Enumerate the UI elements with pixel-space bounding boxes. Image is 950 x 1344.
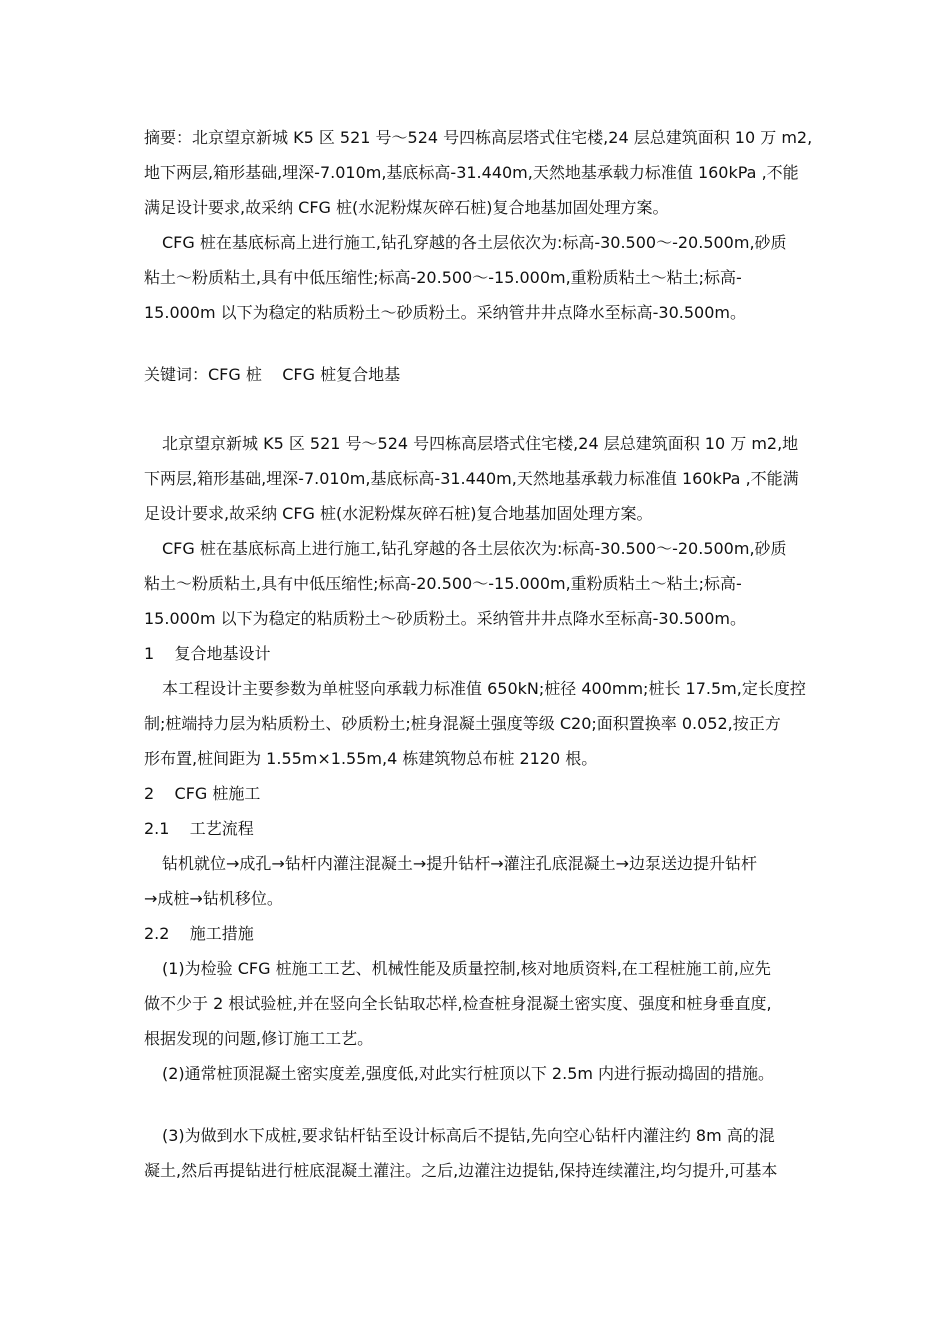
keywords-line: 关键词：CFG 桩 CFG 桩复合地基 — [144, 365, 401, 384]
intro-line: 足设计要求,故采纳 CFG 桩(水泥粉煤灰碎石桩)复合地基加固处理方案。 — [144, 504, 653, 523]
abstract-line: CFG 桩在基底标高上进行施工,钻孔穿越的各土层依次为:标高-30.500～-20.500m,砂质 — [162, 233, 787, 252]
abstract-line: 15.000m 以下为稳定的粘质粉土～砂质粉土。采纳管井井点降水至标高-30.500m。 — [144, 303, 747, 322]
measure-item-1 — [144, 951, 806, 1056]
section1-line: 形布置,桩间距为 1.55m×1.55m,4 栋建筑物总布桩 2120 根。 — [144, 749, 598, 768]
measure-line: 做不少于 2 根试验桩,并在竖向全长钻取芯样,检查桩身混凝土密实度、强度和桩身垂直度, — [144, 994, 772, 1013]
abstract-line: 地下两层,箱形基础,埋深-7.010m,基底标高-31.440m,天然地基承载力标准值 160kPa ,不能 — [144, 163, 799, 182]
intro-line: 下两层,箱形基础,埋深-7.010m,基底标高-31.440m,天然地基承载力标准值 160kPa ,不能满 — [144, 469, 799, 488]
abstract-paragraph — [144, 120, 813, 330]
measure-line: (3)为做到水下成桩,要求钻杆钻至设计标高后不提钻,先向空心钻杆内灌注约 8m 高的混 — [162, 1126, 775, 1145]
section-heading: 1 复合地基设计 — [144, 644, 271, 663]
process-flow-line: →成桩→钻机移位。 — [144, 889, 283, 908]
section1-paragraph — [144, 671, 806, 776]
intro-line: 15.000m 以下为稳定的粘质粉土～砂质粉土。采纳管井井点降水至标高-30.500m。 — [144, 609, 747, 628]
intro-line: 粘土～粉质粘土,具有中低压缩性;标高-20.500～-15.000m,重粉质粘土～粘土;标高- — [144, 574, 742, 593]
measure-item-3 — [144, 1118, 806, 1188]
subsection-heading: 2.1 工艺流程 — [144, 819, 254, 838]
intro-line: 北京望京新城 K5 区 521 号～524 号四栋高层塔式住宅楼,24 层总建筑面积 10 万 m2,地 — [162, 434, 799, 453]
section1-line: 本工程设计主要参数为单桩竖向承载力标准值 650kN;桩径 400mm;桩长 17.5m,定长度控 — [162, 679, 806, 698]
measure-line: 根据发现的问题,修订施工工艺。 — [144, 1029, 374, 1048]
intro-line: CFG 桩在基底标高上进行施工,钻孔穿越的各土层依次为:标高-30.500～-20.500m,砂质 — [162, 539, 787, 558]
measure-line: (2)通常桩顶混凝土密实度差,强度低,对此实行桩顶以下 2.5m 内进行振动捣固的措施。 — [162, 1064, 775, 1083]
abstract-line: 摘要：北京望京新城 K5 区 521 号～524 号四栋高层塔式住宅楼,24 层总建筑面积 10 万 m2, — [144, 128, 813, 147]
measure-line: (1)为检验 CFG 桩施工工艺、机械性能及质量控制,核对地质资料,在工程桩施工前,应先 — [162, 959, 771, 978]
abstract-line: 满足设计要求,故采纳 CFG 桩(水泥粉煤灰碎石桩)复合地基加固处理方案。 — [144, 198, 669, 217]
document-body — [144, 120, 813, 1188]
spacer — [144, 1091, 806, 1118]
abstract-line: 粘土～粉质粘土,具有中低压缩性;标高-20.500～-15.000m,重粉质粘土～粘土;标高- — [144, 268, 742, 287]
intro-paragraph — [144, 426, 806, 636]
process-flow-paragraph — [144, 846, 806, 916]
spacer — [144, 330, 806, 357]
process-flow-line: 钻机就位→成孔→钻杆内灌注混凝土→提升钻杆→灌注孔底混凝土→边泵送边提升钻杆 — [162, 854, 758, 873]
spacer — [144, 392, 806, 426]
measure-item-2 — [144, 1056, 806, 1091]
measure-line: 凝土,然后再提钻进行桩底混凝土灌注。之后,边灌注边提钻,保持连续灌注,均匀提升,可基本 — [144, 1161, 778, 1180]
subsection-heading: 2.2 施工措施 — [144, 924, 254, 943]
section1-line: 制;桩端持力层为粘质粉土、砂质粉土;桩身混凝土强度等级 C20;面积置换率 0.052,按正方 — [144, 714, 781, 733]
section-heading: 2 CFG 桩施工 — [144, 784, 261, 803]
